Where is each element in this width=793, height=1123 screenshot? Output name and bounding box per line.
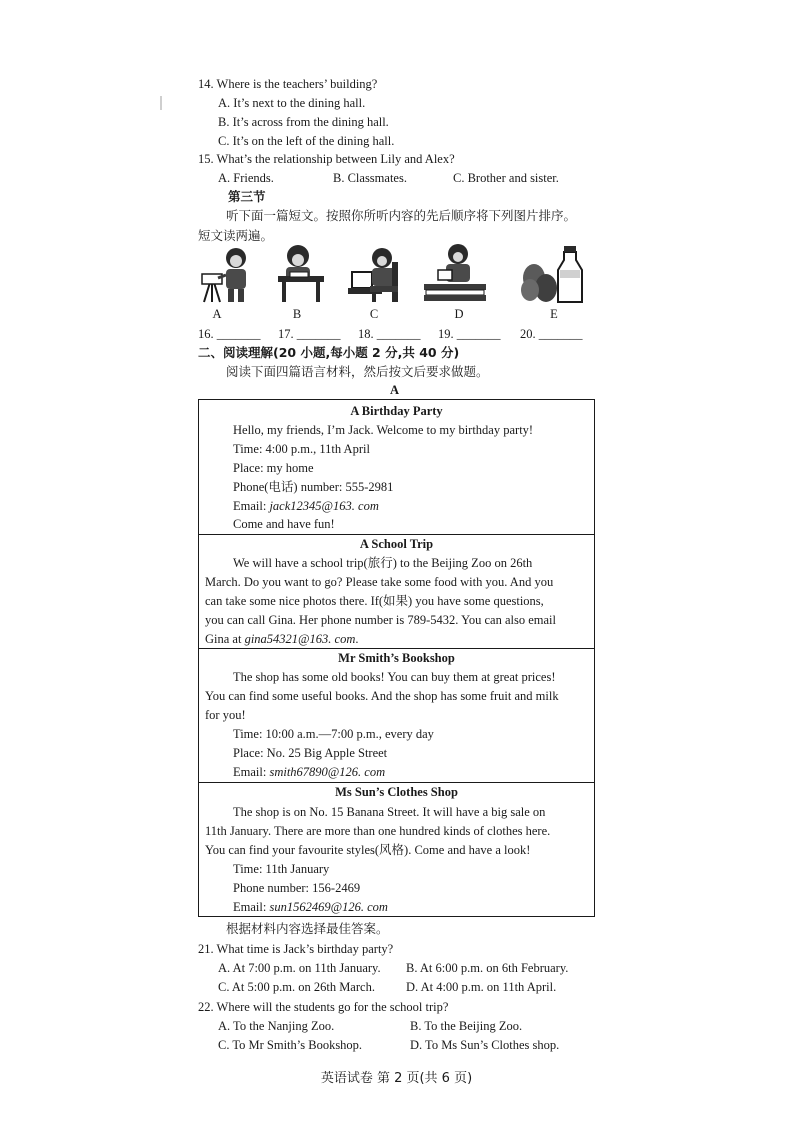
bookshop-email-label: Email: bbox=[233, 765, 270, 779]
notice-trip-line-5 bbox=[205, 631, 359, 647]
scan-mark bbox=[160, 96, 162, 110]
notices-box bbox=[198, 399, 595, 917]
notice-clothes-title: Ms Sun’s Clothes Shop bbox=[335, 785, 458, 799]
notice-clothes-line-3: You can find your favourite styles(风格). Come and have a look! bbox=[205, 843, 531, 857]
q14-option-a: A. It’s next to the dining hall. bbox=[218, 96, 366, 110]
clothes-email-address: sun1562469@126. com bbox=[269, 900, 388, 914]
q15-option-a: A. Friends. bbox=[218, 171, 274, 185]
question-15: 15. What’s the relationship between Lily and Alex? bbox=[198, 152, 455, 166]
notice-trip-line-2: March. Do you want to go? Please take some food with you. And you bbox=[205, 575, 554, 589]
notice-birthday-title: A Birthday Party bbox=[350, 404, 443, 418]
page-footer: 英语试卷 第 2 页(共 6 页) bbox=[320, 1071, 473, 1086]
trip-email-end: . bbox=[355, 632, 359, 646]
notice-bookshop-place: Place: No. 25 Big Apple Street bbox=[233, 746, 388, 760]
divider-1 bbox=[199, 534, 594, 535]
email-label: Email: bbox=[233, 499, 270, 513]
email-address: jack12345@163. com bbox=[269, 499, 379, 513]
q22-option-a: A. To the Nanjing Zoo. bbox=[218, 1019, 335, 1033]
eggs-and-milk-icon bbox=[520, 242, 586, 304]
q15-option-b: B. Classmates. bbox=[333, 171, 407, 185]
notice-trip-line-1: We will have a school trip(旅行) to the Beijing Zoo on 26th bbox=[233, 556, 533, 570]
picture-label-b: B bbox=[292, 307, 302, 321]
question-21: 21. What time is Jack’s birthday party? bbox=[198, 942, 394, 956]
divider-3 bbox=[199, 782, 594, 783]
boy-reading-at-desk-icon bbox=[268, 242, 334, 304]
answer-blank-20[interactable]: 20. _______ bbox=[520, 327, 583, 341]
boy-at-computer-icon bbox=[346, 242, 412, 304]
notice-birthday-line-1: Hello, my friends, I’m Jack. Welcome to my birthday party! bbox=[233, 423, 534, 437]
section-3-heading: 第三节 bbox=[228, 189, 266, 204]
reading-section-heading: 二、阅读理解(20 小题,每小题 2 分,共 40 分) bbox=[198, 345, 460, 360]
notice-bookshop-title: Mr Smith’s Bookshop bbox=[338, 651, 455, 665]
notice-clothes-email bbox=[233, 899, 388, 915]
notice-trip-title: A School Trip bbox=[359, 537, 434, 551]
notice-bookshop-time: Time: 10:00 a.m.—7:00 p.m., every day bbox=[233, 727, 434, 741]
clothes-email-label: Email: bbox=[233, 900, 270, 914]
section-3-instruction-1: 听下面一篇短文。按照你所听内容的先后顺序将下列图片排序。 bbox=[226, 208, 577, 223]
notice-birthday-closing: Come and have fun! bbox=[233, 517, 335, 531]
q21-option-d: D. At 4:00 p.m. on 11th April. bbox=[406, 980, 557, 994]
q21-option-c: C. At 5:00 p.m. on 26th March. bbox=[218, 980, 375, 994]
q22-option-c: C. To Mr Smith’s Bookshop. bbox=[218, 1038, 363, 1052]
section-3-instruction-2: 短文读两遍。 bbox=[198, 228, 274, 243]
bookshop-email-address: smith67890@126. com bbox=[269, 765, 386, 779]
answer-blank-18[interactable]: 18. _______ bbox=[358, 327, 421, 341]
q21-option-b: B. At 6:00 p.m. on 6th February. bbox=[406, 961, 569, 975]
notice-birthday-phone: Phone(电话) number: 555-2981 bbox=[233, 480, 394, 494]
notice-birthday-place: Place: my home bbox=[233, 461, 314, 475]
notice-trip-line-4: you can call Gina. Her phone number is 789-5432. You can also email bbox=[205, 613, 556, 627]
answer-blank-17[interactable]: 17. _______ bbox=[278, 327, 341, 341]
q22-option-b: B. To the Beijing Zoo. bbox=[410, 1019, 523, 1033]
passage-letter: A bbox=[390, 383, 400, 397]
trip-email-address: gina54321@163. com bbox=[244, 632, 356, 646]
q14-option-c: C. It’s on the left of the dining hall. bbox=[218, 134, 395, 148]
reading-instruction: 阅读下面四篇语言材料，然后按文后要求做题。 bbox=[226, 364, 489, 379]
notice-trip-line-3: can take some nice photos there. If(如果) you have some questions, bbox=[205, 594, 544, 608]
notice-bookshop-line-1: The shop has some old books! You can buy them at great prices! bbox=[233, 670, 556, 684]
notice-clothes-time: Time: 11th January bbox=[233, 862, 330, 876]
answer-blank-19[interactable]: 19. _______ bbox=[438, 327, 501, 341]
picture-label-a: A bbox=[212, 307, 222, 321]
question-14: 14. Where is the teachers’ building? bbox=[198, 77, 378, 91]
q22-option-d: D. To Ms Sun’s Clothes shop. bbox=[410, 1038, 560, 1052]
notice-clothes-line-1: The shop is on No. 15 Banana Street. It will have a big sale on bbox=[233, 805, 546, 819]
q14-option-b: B. It’s across from the dining hall. bbox=[218, 115, 389, 129]
notice-clothes-line-2: 11th January. There are more than one hundred kinds of clothes here. bbox=[205, 824, 551, 838]
notice-birthday-email bbox=[233, 498, 379, 514]
boy-reading-books-icon bbox=[422, 242, 488, 304]
divider-2 bbox=[199, 648, 594, 649]
notice-bookshop-line-2: You can find some useful books. And the shop has some fruit and milk bbox=[205, 689, 559, 703]
picture-label-d: D bbox=[454, 307, 464, 321]
notice-birthday-time: Time: 4:00 p.m., 11th April bbox=[233, 442, 370, 456]
q15-option-c: C. Brother and sister. bbox=[453, 171, 559, 185]
notice-bookshop-email bbox=[233, 764, 385, 780]
trip-email-label: Gina at bbox=[205, 632, 245, 646]
question-22: 22. Where will the students go for the school trip? bbox=[198, 1000, 449, 1014]
choose-answer-instruction: 根据材料内容选择最佳答案。 bbox=[226, 921, 389, 936]
notice-clothes-phone: Phone number: 156-2469 bbox=[233, 881, 361, 895]
notice-bookshop-line-3: for you! bbox=[205, 708, 246, 722]
boy-painting-icon bbox=[196, 242, 262, 304]
q21-option-a: A. At 7:00 p.m. on 11th January. bbox=[218, 961, 381, 975]
picture-label-e: E bbox=[550, 307, 558, 321]
picture-label-c: C bbox=[369, 307, 379, 321]
answer-blank-16[interactable]: 16. _______ bbox=[198, 327, 261, 341]
